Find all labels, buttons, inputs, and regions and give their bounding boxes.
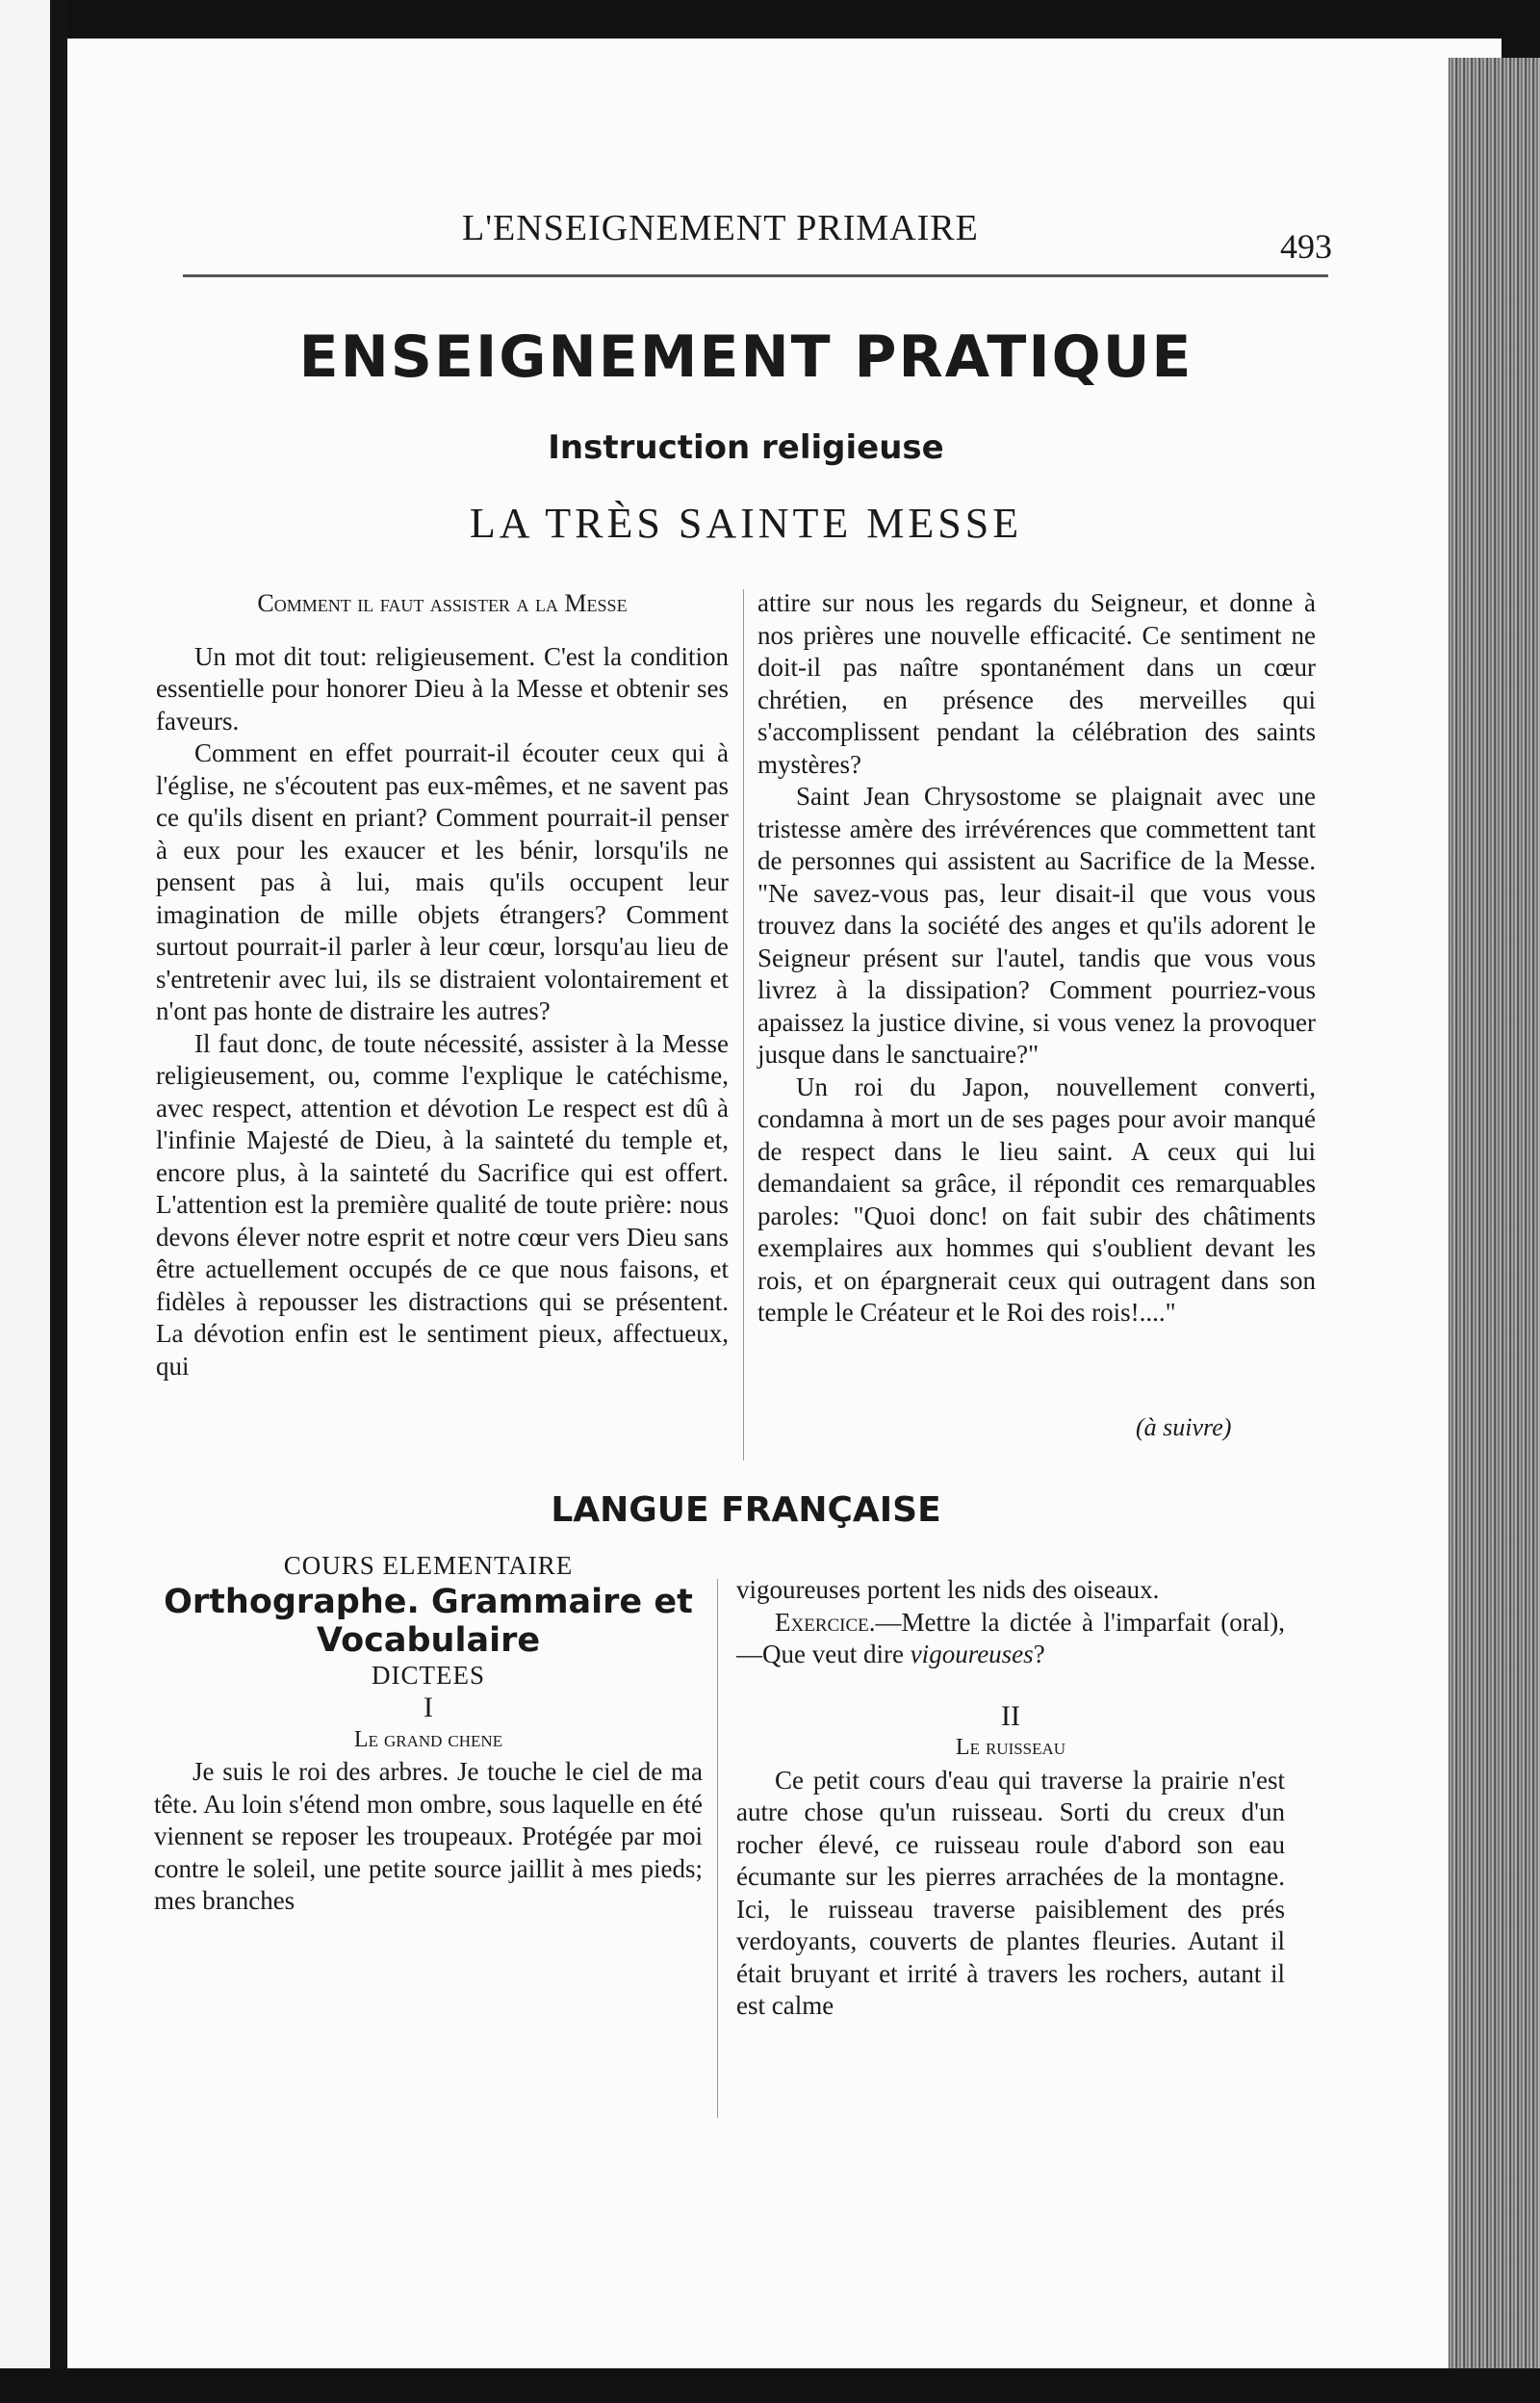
header-rule	[183, 274, 1328, 277]
section-title: ENSEIGNEMENT PRATIQUE	[298, 323, 1194, 391]
dictee-text: Ce petit cours d'eau qui traverse la prairie n'est autre chose qu'un ruisseau. Sorti du creux d'un rocher élevé, ce ruisseau roule d'abord son eau écumante sur les pierres arrachées de la montagne. Ici, le ruisseau traverse paisiblement des prés verdoyants, couverts de plantes fleuries. Autant il était bruyant et irrité à travers les rochers, autant il est calme	[736, 1765, 1285, 2020]
page-number: 493	[1280, 227, 1332, 266]
paragraph: Comment en effet pourrait-il écouter ceux qui à l'église, ne s'écoutent pas eux-mêmes, et ne savent pas ce qu'ils disent en priant? Comment pourrait-il penser à eux pour les exaucer et les bénir, lorsqu'ils ne pensent pas à lui, mais qu'ils occupent leur imagination de mille objets étrangers? Comment surtout pourrait-il parler à leur cœur, lorsqu'au lieu de s'entretenir avec lui, ils se distraient volontairement et n'ont pas honte de distraire les autres?	[156, 738, 729, 1025]
running-header: L'ENSEIGNEMENT PRIMAIRE	[462, 208, 979, 248]
article-title: LA TRÈS SAINTE MESSE	[469, 500, 1023, 547]
langue-column-right	[736, 1574, 1285, 2023]
paragraph: Il faut donc, de toute nécessité, assister à la Messe religieusement, ou, comme l'explique le catéchisme, avec respect, attention et dévotion Le respect est dû à l'infinie Majesté de Dieu, à la sainteté du temple et, encore plus, à la sainteté du Sacrifice qui est offert. L'attention est la première qualité de toute prière: nous devons élever notre esprit et notre cœur vers Dieu sans être actuellement occupés de ce que nous faisons, et fidèles à repousser les distractions qui se présentent. La dévotion enfin est le sentiment pieux, affectueux, qui	[156, 1028, 729, 1381]
dictees-label: DICTEES	[372, 1660, 485, 1690]
langue-column-left	[154, 1550, 703, 1918]
column-divider	[743, 589, 744, 1460]
exercise	[736, 1607, 1285, 1671]
paragraph: Un mot dit tout: religieusement. C'est la condition essentielle pour honorer Dieu à la Messe et obtenir ses faveurs.	[156, 641, 729, 736]
exercise-label: Exercice.	[775, 1607, 876, 1637]
article-heading: Comment il faut assister a la Messe	[257, 589, 628, 617]
paragraph: Un roi du Japon, nouvellement converti, condamna à mort un de ses pages pour avoir manqué de respect dans le lieu saint. A ceux qui lui demandaient sa grâce, il répondit ces remarquables paroles: "Quoi donc! on fait subir des châtiments exemplaires aux hommes qui s'oublient devant les rois, et on épargnerait ceux qui outragent dans son temple le Créateur et le Roi des rois!...."	[757, 1072, 1316, 1327]
dictee-title: Le grand chene	[353, 1726, 503, 1752]
paragraph: Saint Jean Chrysostome se plaignait avec une tristesse amère des irrévérences que commettent tant de personnes qui assistent au Sacrifice de la Messe. "Ne savez-vous pas, leur disait-il que vous vous trouvez dans la société des anges et qu'ils adorent le Seigneur présent sur l'autel, tandis que vous vous livrez à la dissipation? Comment pourriez-vous apaissez la justice divine, si vous venez la provoquer jusque dans le sanctuaire?"	[757, 782, 1316, 1069]
scan-border	[0, 2368, 1540, 2403]
dictee-text-end: vigoureuses portent les nids des oiseaux.	[736, 1575, 1160, 1604]
course-label: COURS ELEMENTAIRE	[283, 1551, 574, 1580]
dictee-number: I	[424, 1692, 433, 1723]
exercise-text: —Mettre la dictée à l'imparfait (oral),—Que veut dire	[736, 1607, 1285, 1668]
dictee-number: II	[1001, 1699, 1020, 1732]
left-page-edge	[0, 0, 67, 2403]
article-column-right	[757, 587, 1316, 1330]
paragraph: attire sur nous les regards du Seigneur, et donne à nos prières une nouvelle efficacité. Ce sentiment ne doit-il pas naître spontanément dans un cœur chrétien, en présence des merveilles qui s'accomplissent pendant la célébration des saints mystères?	[757, 588, 1316, 779]
exercise-word: vigoureuses	[910, 1640, 1034, 1668]
to-follow-note: (à suivre)	[1136, 1413, 1232, 1441]
exercise-question-mark: ?	[1033, 1640, 1045, 1668]
dictee-title: Le ruisseau	[955, 1735, 1066, 1760]
langue-heading: LANGUE FRANÇAISE	[551, 1490, 941, 1530]
column-divider	[717, 1579, 718, 2118]
article-column-left	[156, 587, 729, 1382]
dictee-text: Je suis le roi des arbres. Je touche le ciel de ma tête. Au loin s'étend mon ombre, sous laquelle en été viennent se reposer les troupeaux. Protégée par moi contre le soleil, une petite source jaillit à mes pieds; mes branches	[154, 1757, 703, 1915]
section-subtitle: Instruction religieuse	[548, 428, 944, 467]
book-page-edges	[1449, 58, 1540, 2368]
subject-title: Orthographe. Grammaire et Vocabulaire	[164, 1582, 693, 1660]
